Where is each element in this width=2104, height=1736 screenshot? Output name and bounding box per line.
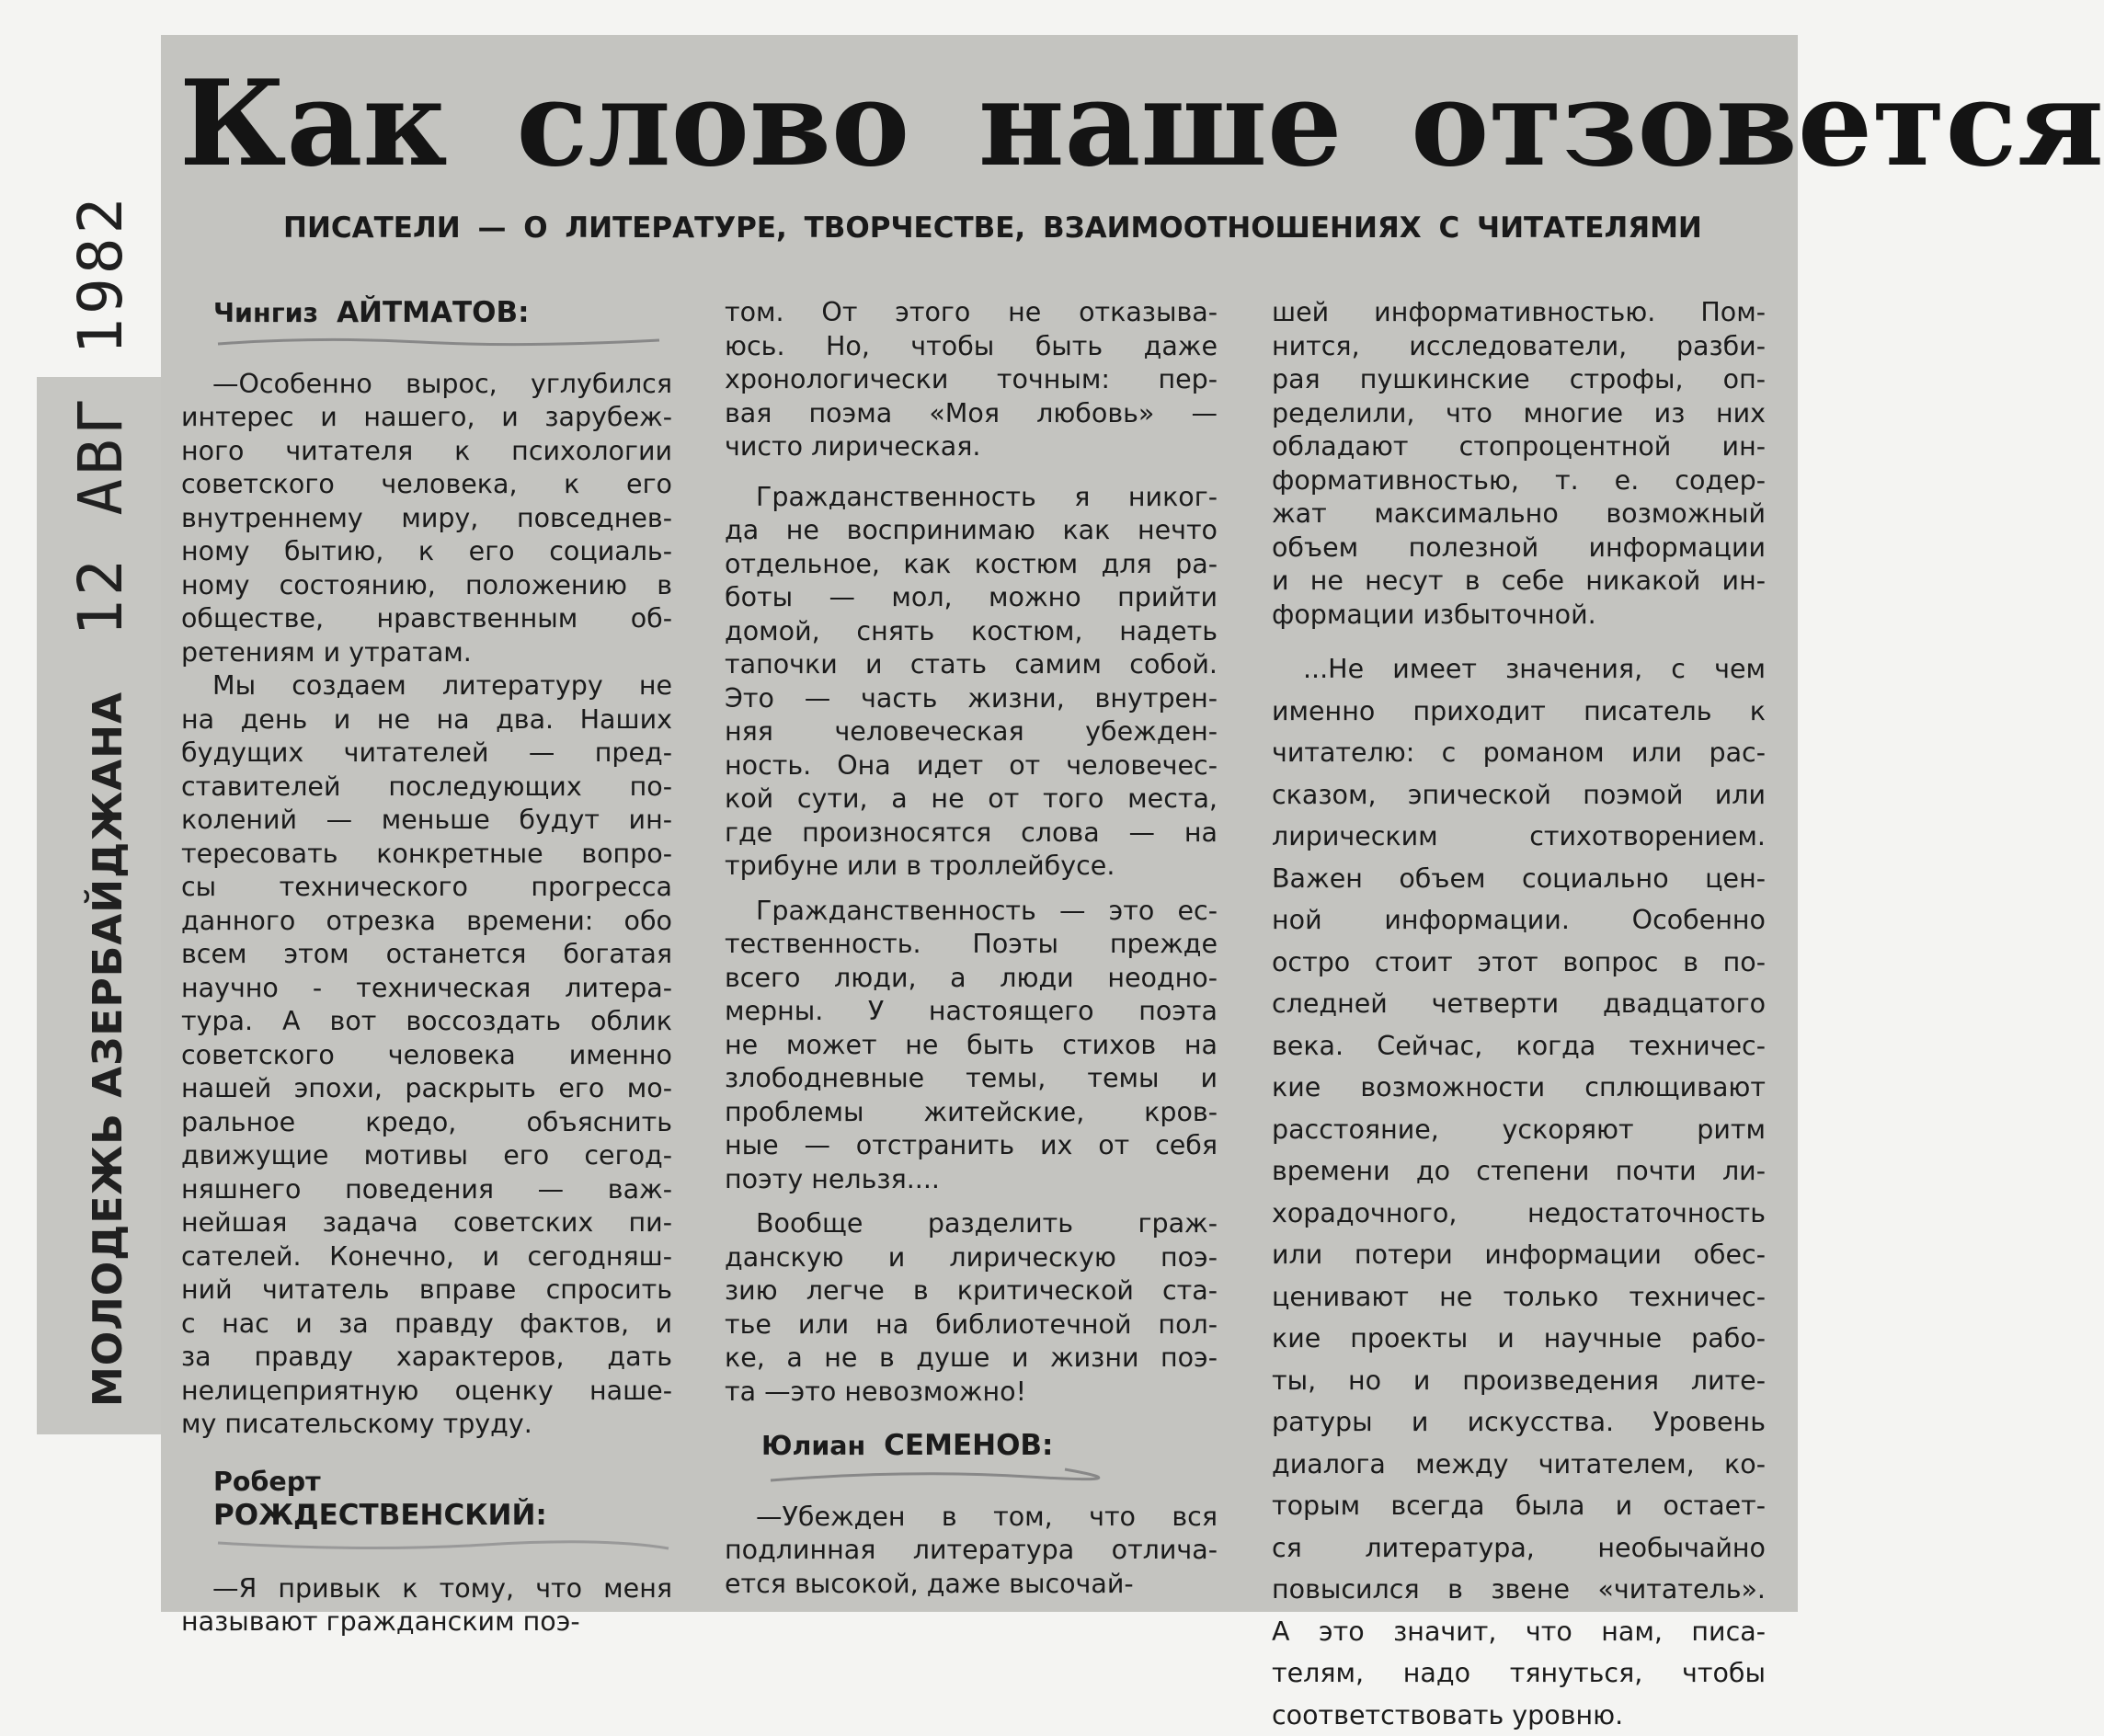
text-line: ний читатель вправе спросить bbox=[181, 1273, 672, 1308]
text-line: трибуне или в троллейбусе. bbox=[725, 850, 1218, 884]
text-line: тественность. Поэты прежде bbox=[725, 928, 1218, 962]
author-first-name: Роберт bbox=[213, 1467, 321, 1497]
underline-scribble bbox=[725, 1464, 1218, 1488]
text-line: сы технического прогресса bbox=[181, 871, 672, 905]
text-line: соответствовать уровню. bbox=[1272, 1695, 1766, 1736]
paragraph bbox=[181, 1572, 672, 1639]
underline-scribble bbox=[181, 331, 672, 355]
text-line: диалога между читателем, ко- bbox=[1272, 1444, 1766, 1486]
text-line: та —это невозможно! bbox=[725, 1376, 1218, 1410]
text-line: ределили, что многие из них bbox=[1272, 397, 1766, 431]
paragraph bbox=[725, 1207, 1218, 1409]
text-line: тересовать конкретные вопро- bbox=[181, 838, 672, 872]
text-line: именно приходит писатель к bbox=[1272, 691, 1766, 733]
text-line: мерны. У настоящего поэта bbox=[725, 995, 1218, 1029]
text-line: да не воспринимаю как нечто bbox=[725, 514, 1218, 548]
author-last-name: АЙТМАТОВ: bbox=[337, 296, 529, 329]
text-line: не может не быть стихов на bbox=[725, 1029, 1218, 1063]
text-line: кие возможности сплющивают bbox=[1272, 1067, 1766, 1109]
text-line: юсь. Но, чтобы быть даже bbox=[725, 330, 1218, 364]
text-line: века. Сейчас, когда техничес- bbox=[1272, 1025, 1766, 1068]
paragraph bbox=[181, 669, 672, 1442]
text-line: данскую и лирическую поэ- bbox=[725, 1241, 1218, 1275]
text-line: советского человека именно bbox=[181, 1039, 672, 1073]
text-line: ется высокой, даже высочай- bbox=[725, 1568, 1218, 1602]
text-line: жат максимально возможный bbox=[1272, 497, 1766, 531]
text-line: тура. А вот воссоздать облик bbox=[181, 1005, 672, 1039]
text-line: где произносятся слова — на bbox=[725, 817, 1218, 851]
text-line: интерес и нашего, и зарубеж- bbox=[181, 401, 672, 435]
text-line: проблемы житейские, кров- bbox=[725, 1096, 1218, 1130]
text-line: советского человека, к его bbox=[181, 468, 672, 502]
text-line: за правду характеров, дать bbox=[181, 1341, 672, 1375]
author-first-name: Чингиз bbox=[213, 298, 318, 328]
text-line: ные — отстранить их от себя bbox=[725, 1129, 1218, 1163]
text-line: следней четверти двадцатого bbox=[1272, 983, 1766, 1025]
paragraph bbox=[725, 296, 1218, 464]
paragraph bbox=[725, 1501, 1218, 1602]
publication-stamp bbox=[55, 395, 147, 1407]
paragraph bbox=[725, 895, 1218, 1197]
subheadline: ПИСАТЕЛИ — О ЛИТЕРАТУРЕ, ТВОРЧЕСТВЕ, ВЗАИМООТНОШЕНИЯХ С ЧИТАТЕЛЯМИ bbox=[283, 210, 1702, 246]
text-line: торым всегда была и остает- bbox=[1272, 1485, 1766, 1527]
text-line: внутреннему миру, повседнев- bbox=[181, 502, 672, 536]
text-line: данного отрезка времени: обо bbox=[181, 905, 672, 939]
text-line: —Убежден в том, что вся bbox=[725, 1501, 1218, 1535]
stamp-date: 12 АВГ 1982 bbox=[65, 194, 136, 636]
text-line: всем этом останется богатая bbox=[181, 938, 672, 972]
text-line: движущие мотивы его сегод- bbox=[181, 1139, 672, 1173]
paragraph bbox=[1272, 648, 1766, 1736]
text-line: няя человеческая убежден- bbox=[725, 715, 1218, 749]
text-line: ратуры и искусства. Уровень bbox=[1272, 1401, 1766, 1444]
text-line: остро стоит этот вопрос в по- bbox=[1272, 942, 1766, 984]
text-line: тье или на библиотечной пол- bbox=[725, 1308, 1218, 1342]
text-line: Важен объем социально цен- bbox=[1272, 858, 1766, 900]
text-line: ному состоянию, положению в bbox=[181, 569, 672, 603]
text-line: Это — часть жизни, внутрен- bbox=[725, 682, 1218, 716]
text-line: А это значит, что нам, писа- bbox=[1272, 1611, 1766, 1653]
text-line: тапочки и стать самим собой. bbox=[725, 648, 1218, 682]
text-line: нелицеприятную оценку наше- bbox=[181, 1375, 672, 1409]
text-line: домой, снять костюм, надеть bbox=[725, 615, 1218, 649]
text-line: колений — меньше будут ин- bbox=[181, 804, 672, 838]
text-line: сателей. Конечно, и сегодняш- bbox=[181, 1240, 672, 1274]
column-1 bbox=[181, 296, 672, 1639]
text-line: или потери информации обес- bbox=[1272, 1234, 1766, 1276]
text-line: вая поэма «Моя любовь» — bbox=[725, 397, 1218, 431]
author-heading bbox=[725, 1429, 1218, 1464]
underline-scribble bbox=[181, 1534, 672, 1558]
text-line: на день и не на два. Наших bbox=[181, 703, 672, 737]
text-line: времени до степени почти ли- bbox=[1272, 1150, 1766, 1193]
text-line: обществе, нравственным об- bbox=[181, 602, 672, 636]
text-line: повысился в звене «читатель». bbox=[1272, 1569, 1766, 1611]
text-line: с нас и за правду фактов, и bbox=[181, 1308, 672, 1342]
text-line: читателю: с романом или рас- bbox=[1272, 732, 1766, 774]
text-line: подлинная литература отлича- bbox=[725, 1534, 1218, 1568]
text-line: Гражданственность я никог- bbox=[725, 481, 1218, 515]
text-line: хронологически точным: пер- bbox=[725, 363, 1218, 397]
text-line: кие проекты и научные рабо- bbox=[1272, 1318, 1766, 1360]
text-line: —Особенно вырос, углубился bbox=[181, 368, 672, 402]
text-line: —Я привык к тому, что меня bbox=[181, 1572, 672, 1606]
headline: Как слово наше отзовется bbox=[179, 41, 1733, 207]
paragraph bbox=[181, 368, 672, 670]
text-line: му писательскому труду. bbox=[181, 1408, 672, 1442]
author-last-name: СЕМЕНОВ: bbox=[884, 1429, 1053, 1462]
text-line: рая пушкинские строфы, оп- bbox=[1272, 363, 1766, 397]
text-line: злободневные темы, темы и bbox=[725, 1062, 1218, 1096]
author-heading bbox=[181, 1466, 672, 1534]
text-line: расстояние, ускоряют ритм bbox=[1272, 1109, 1766, 1151]
text-line: ность. Она идет от человечес- bbox=[725, 749, 1218, 783]
text-line: чисто лирическая. bbox=[725, 430, 1218, 464]
text-line: ты, но и произведения лите- bbox=[1272, 1360, 1766, 1402]
text-line: ке, а не в душе и жизни поэ- bbox=[725, 1342, 1218, 1376]
text-line: сказом, эпической поэмой или bbox=[1272, 774, 1766, 817]
text-line: лирическим стихотворением. bbox=[1272, 816, 1766, 858]
text-line: и не несут в себе никакой ин- bbox=[1272, 565, 1766, 599]
text-line: научно - техническая литера- bbox=[181, 972, 672, 1006]
text-line: будущих читателей — пред- bbox=[181, 737, 672, 771]
text-line: ся литература, необычайно bbox=[1272, 1527, 1766, 1570]
text-line: всего люди, а люди неодно- bbox=[725, 962, 1218, 996]
text-line: нейшая задача советских пи- bbox=[181, 1206, 672, 1240]
text-line: объем полезной информации bbox=[1272, 531, 1766, 565]
text-line: ставителей последующих по- bbox=[181, 771, 672, 805]
text-line: отдельное, как костюм для ра- bbox=[725, 548, 1218, 582]
text-line: няшнего поведения — важ- bbox=[181, 1173, 672, 1207]
text-line: телям, надо тянуться, чтобы bbox=[1272, 1652, 1766, 1695]
text-line: ральное кредо, объяснить bbox=[181, 1106, 672, 1140]
paragraph bbox=[725, 481, 1218, 884]
text-line: шей информативностью. Пом- bbox=[1272, 296, 1766, 330]
column-2 bbox=[725, 296, 1218, 1601]
text-line: кой сути, а не от того места, bbox=[725, 782, 1218, 817]
column-3 bbox=[1272, 296, 1766, 1736]
text-line: зию легче в критической ста- bbox=[725, 1274, 1218, 1308]
text-line: Мы создаем литературу не bbox=[181, 669, 672, 703]
author-last-name: РОЖДЕСТВЕНСКИЙ: bbox=[213, 1499, 547, 1532]
text-line: ного читателя к психологии bbox=[181, 435, 672, 469]
text-line: обладают стопроцентной ин- bbox=[1272, 430, 1766, 464]
text-line: ретениям и утратам. bbox=[181, 636, 672, 670]
text-line: ной информации. Особенно bbox=[1272, 899, 1766, 942]
text-line: нашей эпохи, раскрыть его мо- bbox=[181, 1072, 672, 1106]
author-heading bbox=[181, 296, 672, 331]
text-line: формативностью, т. е. содер- bbox=[1272, 464, 1766, 498]
text-line: Гражданственность — это ес- bbox=[725, 895, 1218, 929]
text-line: Вообще разделить граж- bbox=[725, 1207, 1218, 1241]
text-line: ному бытию, к его социаль- bbox=[181, 535, 672, 569]
text-line: называют гражданским поэ- bbox=[181, 1605, 672, 1639]
stamp-publication: МОЛОДЕЖЬ АЗЕРБАЙДЖАНА bbox=[85, 691, 132, 1407]
text-line: ценивают не только техничес- bbox=[1272, 1276, 1766, 1319]
paragraph bbox=[1272, 296, 1766, 632]
text-line: хорадочного, недостаточность bbox=[1272, 1193, 1766, 1235]
author-first-name: Юлиан bbox=[761, 1431, 865, 1461]
text-line: боты — мол, можно прийти bbox=[725, 581, 1218, 615]
text-line: нится, исследователи, разби- bbox=[1272, 330, 1766, 364]
text-line: формации избыточной. bbox=[1272, 599, 1766, 633]
text-line: поэту нельзя.... bbox=[725, 1163, 1218, 1197]
text-line: том. От этого не отказыва- bbox=[725, 296, 1218, 330]
text-line: ...Не имеет значения, с чем bbox=[1272, 648, 1766, 691]
